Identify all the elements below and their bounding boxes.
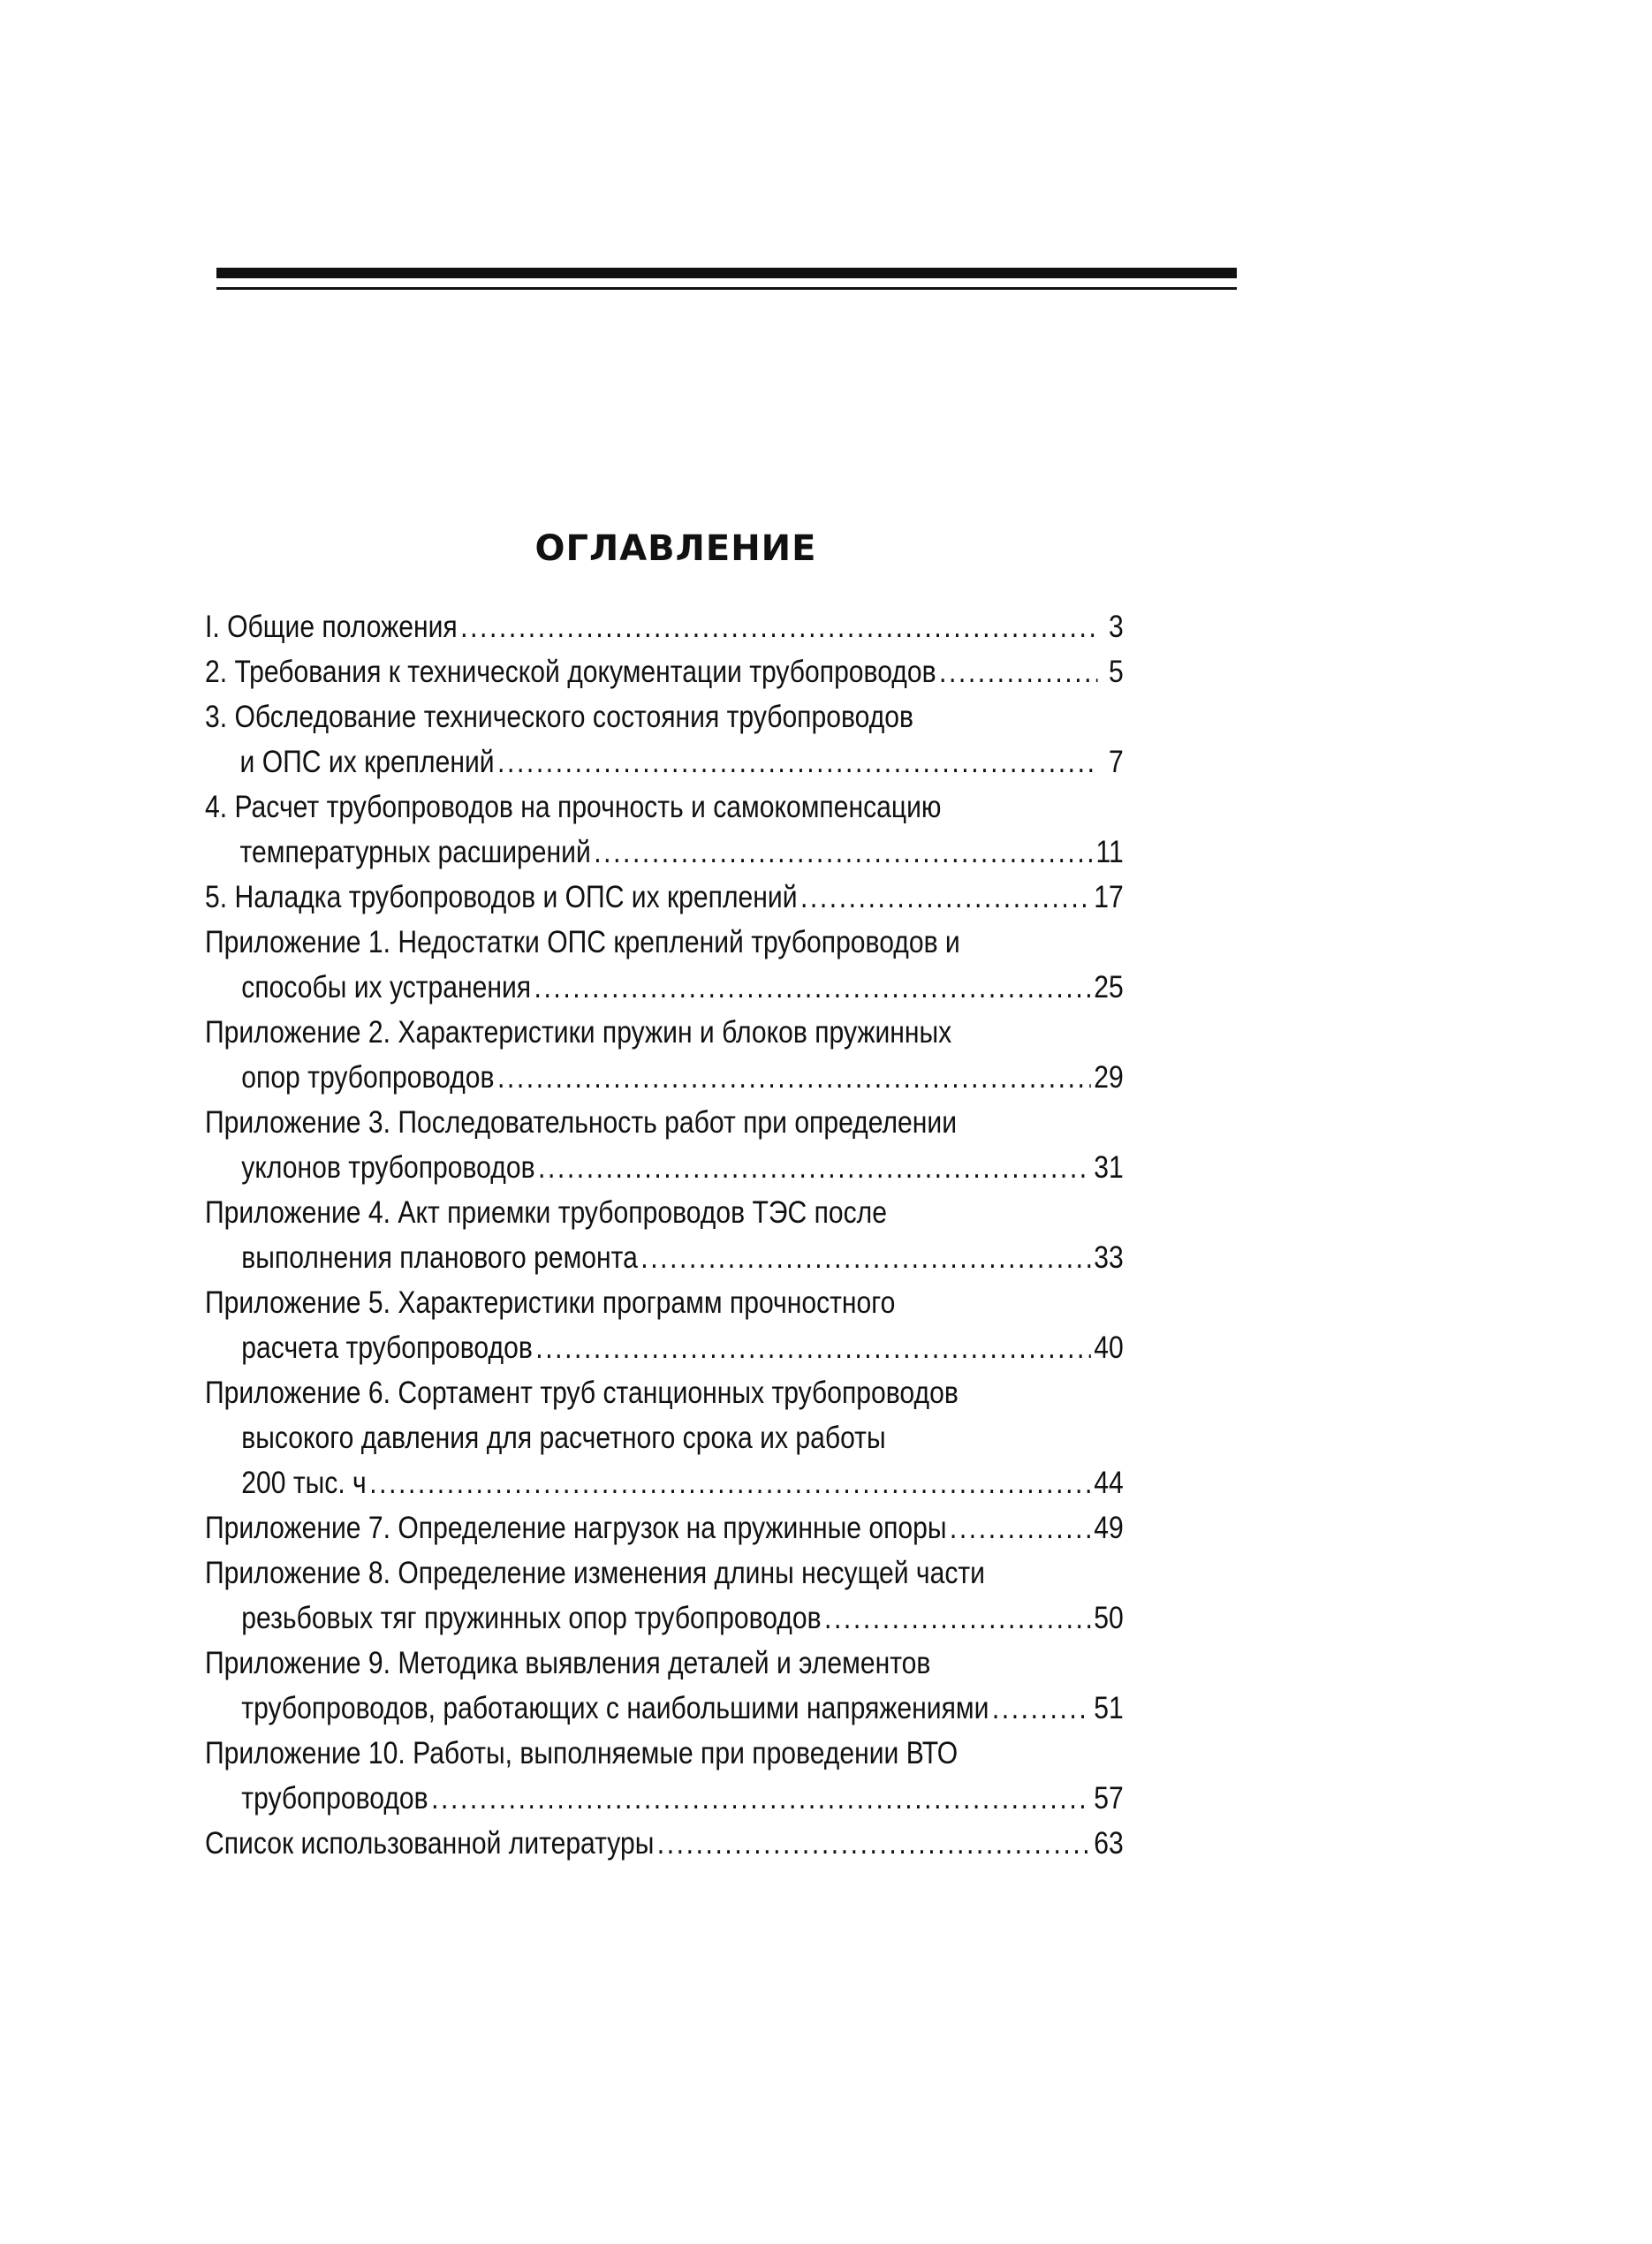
toc-entry [205,1505,1124,1550]
toc-entry [205,694,1124,785]
toc-entry-text: высокого давления для расчетного срока их работы [241,1421,886,1455]
toc-page-number: 17 [1094,880,1124,914]
toc-line [205,965,1124,1010]
toc-entry-text: Приложение 5. Характеристики программ прочностного [205,1285,896,1320]
toc-entry-text: Приложение 6. Сортамент труб станционных трубопроводов [205,1376,959,1410]
toc-entry-text: 200 тыс. ч [241,1466,367,1500]
toc-entry [205,1280,1124,1370]
toc-entry-text: опор трубопроводов [241,1060,495,1095]
toc-entry-text: уклонов трубопроводов [241,1150,535,1185]
toc-line [205,1190,1124,1235]
toc-line [205,920,1124,965]
toc-entry-text: 2. Требования к технической документации трубопроводов [205,655,936,689]
toc-line [205,1460,1124,1505]
toc-line [205,604,1124,649]
toc-line [205,875,1124,920]
toc-entry-text: 5. Наладка трубопроводов и ОПС их креплений [205,880,798,914]
toc-entry [205,785,1124,875]
toc-entry [205,604,1124,649]
toc-entry [205,1550,1124,1641]
toc-line [205,1325,1124,1370]
toc-line [205,1596,1124,1641]
toc-page-number: 11 [1095,835,1124,869]
toc-entry-text: Приложение 3. Последовательность работ при определении [205,1105,958,1140]
toc-entry-text: выполнения планового ремонта [241,1240,638,1275]
toc-entry [205,1190,1124,1280]
toc-line [205,1010,1124,1055]
toc-entry-text: Приложение 4. Акт приемки трубопроводов ТЭС после [205,1195,887,1230]
toc-entry-text: Приложение 2. Характеристики пружин и блоков пружинных [205,1015,952,1050]
toc-page-number: 3 [1108,610,1124,644]
toc-page-number: 50 [1094,1601,1124,1635]
toc-leader-dots [460,604,1097,649]
toc-entry [205,1731,1124,1821]
toc-page-number: 5 [1108,655,1124,689]
toc-leader-dots [431,1776,1091,1821]
page-title: ОГЛАВЛЕНИЕ [534,528,817,569]
toc-entry-text: трубопроводов [241,1781,428,1816]
toc-line [205,1550,1124,1596]
toc-line [205,739,1124,785]
toc-line [205,1235,1124,1280]
toc-page-number: 57 [1094,1781,1124,1816]
toc-leader-dots [939,649,1097,694]
toc-leader-dots [950,1505,1091,1550]
toc-line [205,649,1124,694]
toc-leader-dots [535,1325,1091,1370]
toc-page-number: 33 [1094,1240,1124,1275]
toc-leader-dots [824,1596,1091,1641]
toc-entry-text: температурных расширений [239,835,591,869]
toc-leader-dots [534,965,1091,1010]
toc-entry-text: и ОПС их креплений [239,745,495,779]
toc-line [205,785,1124,830]
toc-line [205,1821,1124,1866]
toc-line [205,1505,1124,1550]
toc-entry-text: расчета трубопроводов [241,1330,533,1365]
toc-entry [205,1641,1124,1731]
toc-entry [205,920,1124,1010]
toc-entry-text: Приложение 10. Работы, выполняемые при проведении ВТО [205,1736,959,1770]
toc-leader-dots [640,1235,1091,1280]
toc-page-number: 40 [1094,1330,1124,1365]
toc-leader-dots [594,830,1093,875]
toc-line [205,1100,1124,1145]
toc-leader-dots [800,875,1091,920]
toc-line [205,830,1124,875]
toc-entry [205,875,1124,920]
toc-entry-text: резьбовых тяг пружинных опор трубопроводов [241,1601,822,1635]
toc-line [205,1415,1124,1460]
toc-entry-text: Список использованной литературы [205,1826,655,1861]
toc-page-number: 63 [1094,1826,1124,1861]
toc-leader-dots [497,739,1097,785]
toc-line [205,1370,1124,1415]
toc-line [205,1641,1124,1686]
toc-line [205,694,1124,739]
toc-entry [205,1010,1124,1100]
header-rule-thick [216,268,1237,278]
toc-entry-text: Приложение 7. Определение нагрузок на пружинные опоры [205,1511,947,1545]
toc-line [205,1280,1124,1325]
toc-entry-text: Приложение 1. Недостатки ОПС креплений трубопроводов и [205,925,960,959]
toc-page-number: 29 [1094,1060,1124,1095]
toc-entry [205,649,1124,694]
toc-line [205,1055,1124,1100]
toc-line [205,1145,1124,1190]
table-of-contents [205,604,1124,1866]
toc-entry-text: I. Общие положения [205,610,458,644]
toc-leader-dots [992,1686,1091,1731]
toc-entry-text: трубопроводов, работающих с наибольшими напряжениями [241,1691,989,1725]
toc-entry-text: 3. Обследование технического состояния трубопроводов [205,700,913,734]
toc-entry-text: 4. Расчет трубопроводов на прочность и самокомпенсацию [205,790,942,824]
toc-entry [205,1821,1124,1866]
header-rule-thin [216,287,1237,290]
toc-entry-text: Приложение 8. Определение изменения длины несущей части [205,1556,986,1590]
toc-leader-dots [538,1145,1091,1190]
toc-line [205,1686,1124,1731]
toc-page-number: 31 [1094,1150,1124,1185]
toc-entry [205,1100,1124,1190]
toc-line [205,1731,1124,1776]
toc-page-number: 7 [1108,745,1124,779]
toc-leader-dots [369,1460,1091,1505]
toc-page-number: 25 [1094,970,1124,1004]
toc-leader-dots [657,1821,1091,1866]
toc-entry-text: Приложение 9. Методика выявления деталей и элементов [205,1646,931,1680]
toc-page-number: 49 [1094,1511,1124,1545]
toc-leader-dots [497,1055,1091,1100]
toc-page-number: 44 [1094,1466,1124,1500]
toc-entry-text: способы их устранения [241,970,532,1004]
toc-entry [205,1370,1124,1505]
toc-page-number: 51 [1094,1691,1124,1725]
toc-line [205,1776,1124,1821]
